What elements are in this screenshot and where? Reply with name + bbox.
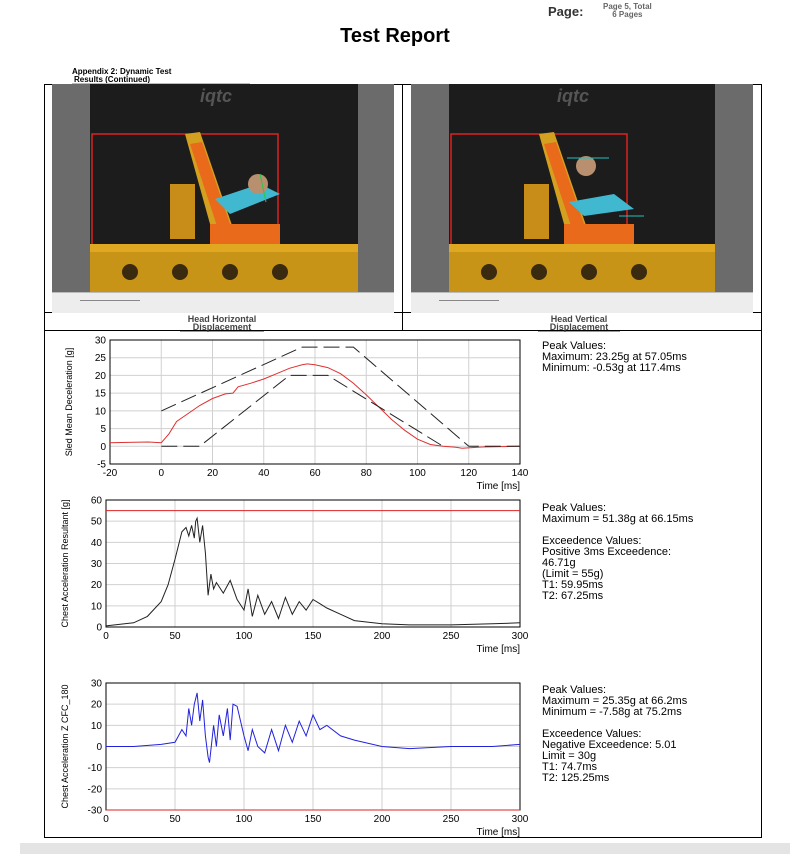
- y-tick-label: 20: [90, 580, 102, 592]
- x-tick-label: 50: [169, 631, 181, 642]
- y-tick-label: -20: [87, 784, 102, 796]
- x-tick-label: 200: [373, 631, 391, 642]
- summary-line: Maximum = 25.35g at 66.2ms: [542, 695, 688, 707]
- y-tick-label: 10: [94, 406, 106, 418]
- y-tick-label: 30: [94, 335, 106, 347]
- watermark-logo: iqtc: [200, 86, 233, 106]
- y-tick-label: 50: [90, 516, 102, 528]
- x-tick-label: -20: [102, 468, 118, 479]
- x-tick-label: 150: [304, 631, 322, 642]
- caption-line: Displacement: [549, 322, 609, 332]
- x-tick-label: 120: [460, 468, 478, 479]
- summary-line: Maximum: 23.25g at 57.05ms: [542, 351, 687, 363]
- x-tick-label: 300: [511, 631, 529, 642]
- caption-line: Head Horizontal: [187, 314, 257, 324]
- summary-line: 46.71g: [542, 557, 576, 569]
- y-axis-label: Sled Mean Deceleration [g]: [64, 347, 74, 457]
- page-title: Test Report: [340, 25, 450, 47]
- summary-line: Exceedence Values:: [542, 728, 642, 740]
- summary-line: (Limit = 55g): [542, 568, 604, 580]
- appendix-line-1: Appendix 2: Dynamic Test: [72, 67, 172, 76]
- y-axis-label: Chest Acceleration Z CFC_180: [60, 684, 70, 809]
- summary-line: Peak Values:: [542, 340, 607, 352]
- x-tick-label: 300: [511, 814, 529, 825]
- summary-line: Peak Values:: [542, 502, 607, 514]
- y-tick-label: -30: [87, 805, 102, 817]
- summary-line: T1: 74.7ms: [542, 761, 598, 773]
- chart-1-peak-values: [542, 341, 687, 374]
- summary-line: Peak Values:: [542, 684, 607, 696]
- x-tick-label: 140: [511, 468, 529, 479]
- x-tick-label: 60: [309, 468, 321, 479]
- window-status-bar: [20, 843, 790, 854]
- y-tick-label: 10: [90, 601, 102, 613]
- y-tick-label: 15: [94, 388, 106, 400]
- x-tick-label: 250: [442, 814, 460, 825]
- summary-line: T2: 125.25ms: [542, 772, 610, 784]
- x-tick-label: 20: [206, 468, 219, 479]
- x-tick-label: 0: [103, 814, 109, 825]
- corridor-line: [161, 347, 520, 446]
- summary-line: Positive 3ms Exceedence:: [542, 546, 672, 558]
- x-tick-label: 0: [103, 631, 109, 642]
- y-tick-label: -5: [97, 459, 106, 471]
- x-tick-label: 100: [235, 631, 253, 642]
- summary-line: Negative Exceedence: 5.01: [542, 739, 677, 751]
- y-tick-label: 30: [90, 559, 102, 570]
- x-tick-label: 250: [442, 631, 460, 642]
- y-tick-label: 0: [96, 742, 102, 753]
- caption-line: Displacement: [192, 322, 252, 332]
- y-tick-label: 5: [100, 424, 106, 436]
- caption-line: Head Vertical: [550, 314, 608, 324]
- x-tick-label: 0: [158, 468, 165, 479]
- y-tick-label: 10: [90, 720, 102, 732]
- y-axis-label: Chest Acceleration Resultant [g]: [60, 499, 70, 628]
- x-tick-label: 40: [258, 468, 270, 479]
- summary-line: Maximum = 51.38g at 66.15ms: [542, 513, 694, 525]
- page-info-line: 6 Pages: [612, 10, 643, 19]
- y-tick-label: 0: [100, 441, 106, 453]
- y-tick-label: -10: [87, 763, 102, 775]
- summary-line: Minimum = -7.58g at 75.2ms: [542, 706, 682, 718]
- summary-line: T2: 67.25ms: [542, 590, 604, 602]
- summary-line: Limit = 30g: [542, 750, 597, 762]
- y-tick-label: 40: [90, 537, 102, 549]
- y-tick-label: 20: [90, 699, 102, 711]
- watermark-logo: iqtc: [557, 86, 590, 106]
- summary-line: Minimum: -0.53g at 117.4ms: [542, 362, 681, 374]
- y-tick-label: 60: [90, 495, 102, 507]
- summary-line: T1: 59.95ms: [542, 579, 604, 591]
- y-tick-label: 0: [96, 622, 102, 634]
- y-tick-label: 20: [94, 370, 106, 382]
- x-tick-label: 80: [360, 468, 372, 479]
- chart-3-peak-values: [542, 685, 687, 784]
- x-axis-label: Time [ms]: [476, 644, 520, 655]
- summary-line: Exceedence Values:: [542, 535, 642, 547]
- x-tick-label: 50: [169, 814, 181, 825]
- page-label: Page:: [548, 4, 584, 19]
- y-tick-label: 25: [94, 353, 106, 365]
- x-tick-label: 100: [235, 814, 253, 825]
- chart-2-peak-values: [542, 503, 693, 602]
- x-axis-label: Time [ms]: [476, 481, 520, 492]
- y-tick-label: 30: [90, 678, 102, 690]
- x-tick-label: 100: [409, 468, 426, 479]
- appendix-line-2: Results (Continued): [74, 75, 150, 84]
- x-tick-label: 150: [304, 814, 322, 825]
- x-axis-label: Time [ms]: [476, 827, 520, 838]
- x-tick-label: 200: [373, 814, 391, 825]
- page-info-line: Page 5, Total: [603, 2, 652, 11]
